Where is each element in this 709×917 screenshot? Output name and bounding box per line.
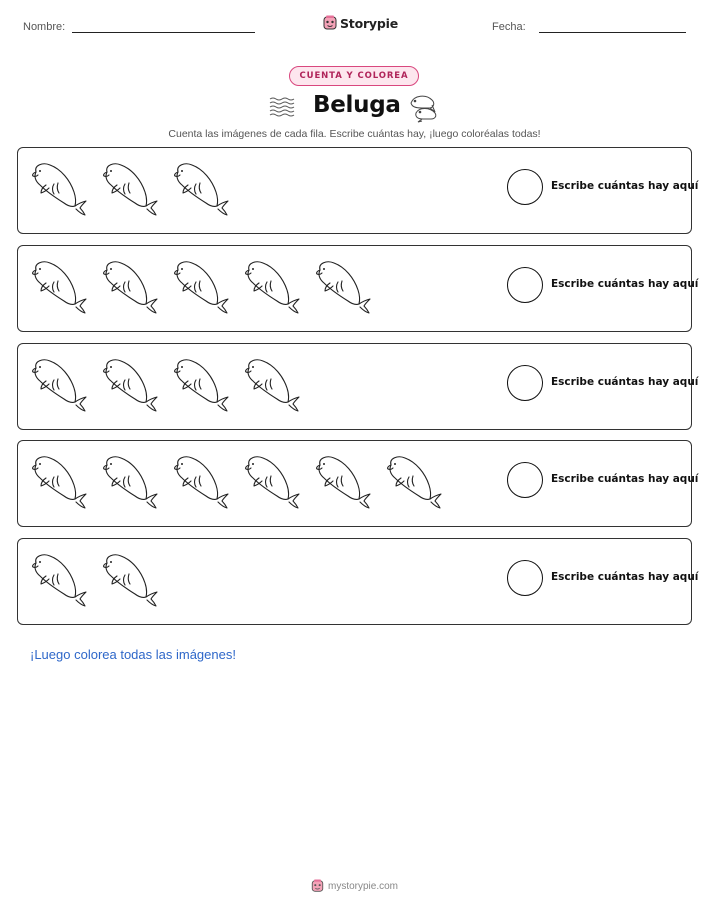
activity-badge: CUENTA Y COLOREA [289, 66, 419, 86]
beluga-icon [243, 258, 303, 314]
beluga-icon [385, 453, 445, 509]
beluga-icon [172, 258, 232, 314]
name-label: Nombre: [23, 21, 66, 33]
beluga-icon [30, 258, 90, 314]
belugas-icon [408, 91, 442, 123]
answer-circle[interactable] [507, 169, 543, 205]
beluga-icon [172, 453, 232, 509]
answer-label: Escribe cuántas hay aquí [551, 376, 699, 388]
beluga-icon [101, 258, 161, 314]
title-row [0, 91, 709, 125]
beluga-group [30, 258, 374, 314]
footer [0, 879, 709, 893]
beluga-icon [314, 258, 374, 314]
answer-label: Escribe cuántas hay aquí [551, 278, 699, 290]
beluga-icon [30, 453, 90, 509]
name-line[interactable] [72, 32, 255, 33]
count-row [17, 538, 699, 625]
brand [323, 13, 398, 33]
count-row [17, 245, 699, 332]
beluga-icon [30, 551, 90, 607]
beluga-icon [314, 453, 374, 509]
count-row [17, 147, 699, 234]
beluga-icon [172, 356, 232, 412]
beluga-icon [30, 160, 90, 216]
footer-url: mystorypie.com [327, 880, 398, 892]
beluga-group [30, 160, 232, 216]
beluga-icon [101, 160, 161, 216]
coloring-note: ¡Luego colorea todas las imágenes! [30, 647, 236, 662]
beluga-icon [30, 356, 90, 412]
beluga-icon [243, 356, 303, 412]
answer-circle[interactable] [507, 365, 543, 401]
answer-circle[interactable] [507, 462, 543, 498]
answer-circle[interactable] [507, 560, 543, 596]
answer-label: Escribe cuántas hay aquí [551, 571, 699, 583]
beluga-icon [101, 551, 161, 607]
date-label: Fecha: [492, 21, 526, 33]
count-row [17, 440, 699, 527]
answer-label: Escribe cuántas hay aquí [551, 473, 699, 485]
answer-circle[interactable] [507, 267, 543, 303]
count-row [17, 343, 699, 430]
instructions: Cuenta las imágenes de cada fila. Escribe cuántas hay, ¡luego coloréalas todas! [168, 128, 541, 140]
beluga-icon [243, 453, 303, 509]
date-line[interactable] [539, 32, 686, 33]
water-waves-icon [269, 96, 297, 118]
beluga-group [30, 453, 445, 509]
beluga-icon [172, 160, 232, 216]
worksheet-header [0, 0, 709, 50]
beluga-icon [101, 453, 161, 509]
storypie-logo-icon [311, 879, 324, 893]
brand-name: Storypie [340, 15, 398, 31]
storypie-logo-icon [323, 15, 337, 31]
answer-label: Escribe cuántas hay aquí [551, 180, 699, 192]
page-title: Beluga [313, 92, 401, 118]
beluga-group [30, 551, 161, 607]
beluga-group [30, 356, 303, 412]
beluga-icon [101, 356, 161, 412]
